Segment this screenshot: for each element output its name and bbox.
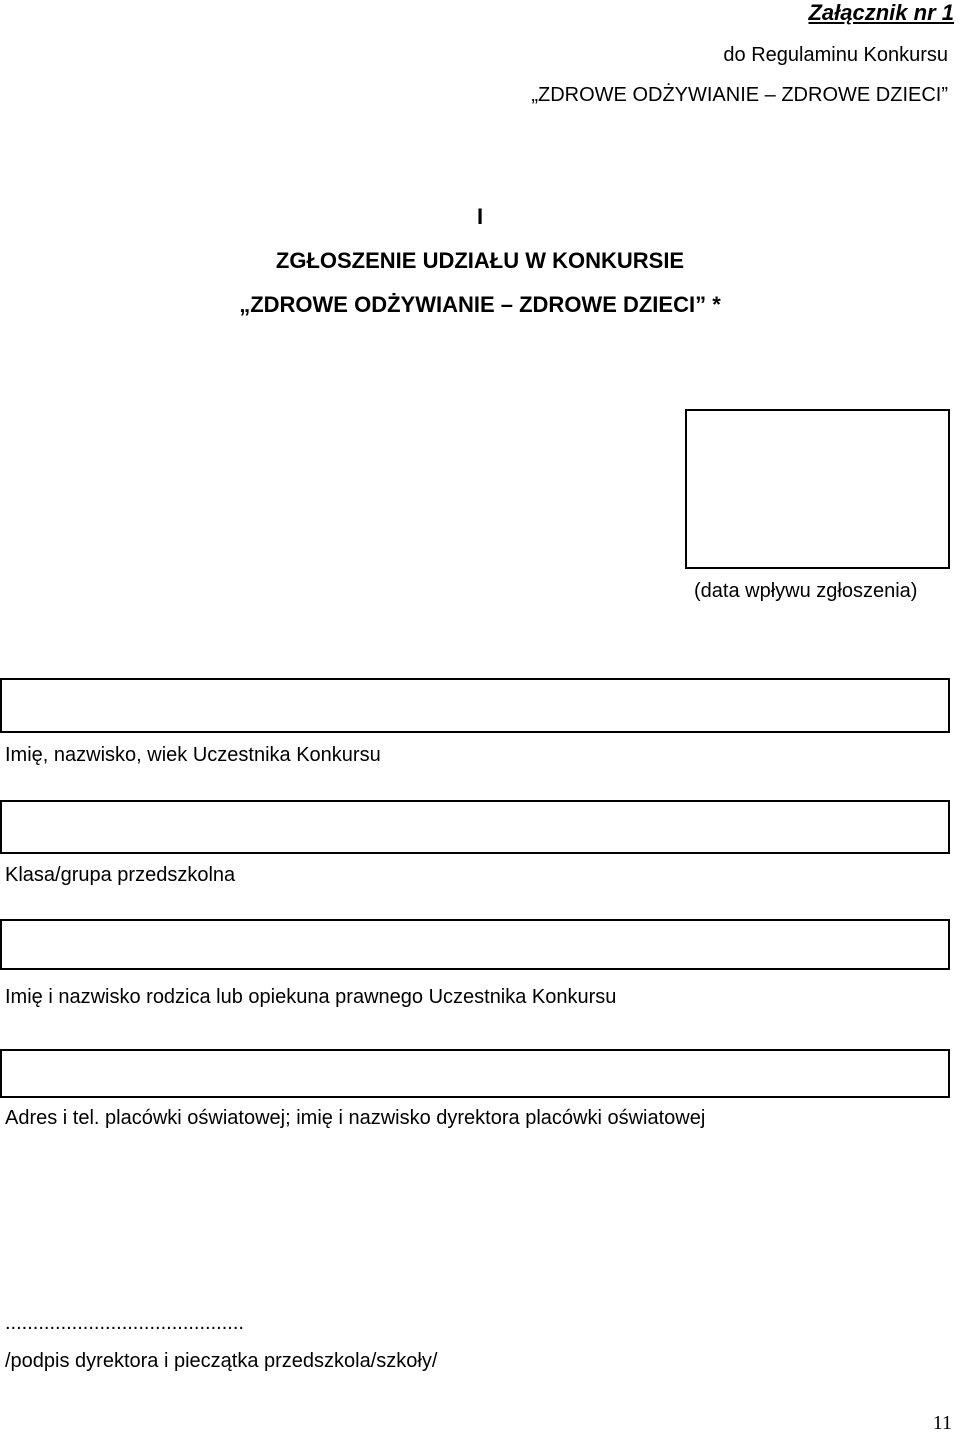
school-address-label: Adres i tel. placówki oświatowej; imię i nazwisko dyrektora placówki oświatowej — [5, 1107, 706, 1129]
participant-name-label: Imię, nazwisko, wiek Uczestnika Konkursu — [5, 744, 381, 766]
receipt-date-box[interactable] — [685, 409, 950, 569]
regulation-reference: do Regulaminu Konkursu — [723, 44, 948, 66]
parent-name-label: Imię i nazwisko rodzica lub opiekuna prawnego Uczestnika Konkursu — [5, 986, 617, 1008]
parent-name-field[interactable] — [0, 919, 950, 970]
signature-line: ........................................... — [5, 1312, 244, 1334]
page-number: 11 — [932, 1412, 952, 1434]
attachment-title: Załącznik nr 1 — [808, 0, 954, 25]
form-subtitle: „ZDROWE ODŻYWIANIE – ZDROWE DZIECI” * — [239, 292, 721, 317]
section-number: I — [476, 204, 484, 229]
receipt-date-label: (data wpływu zgłoszenia) — [694, 580, 918, 602]
form-title: ZGŁOSZENIE UDZIAŁU W KONKURSIE — [275, 248, 685, 273]
contest-name: „ZDROWE ODŻYWIANIE – ZDROWE DZIECI” — [531, 84, 948, 106]
signature-label: /podpis dyrektora i pieczątka przedszkola/szkoły/ — [5, 1350, 438, 1372]
school-address-field[interactable] — [0, 1049, 950, 1098]
participant-name-field[interactable] — [0, 678, 950, 733]
class-group-field[interactable] — [0, 800, 950, 854]
class-group-label: Klasa/grupa przedszkolna — [5, 864, 236, 886]
